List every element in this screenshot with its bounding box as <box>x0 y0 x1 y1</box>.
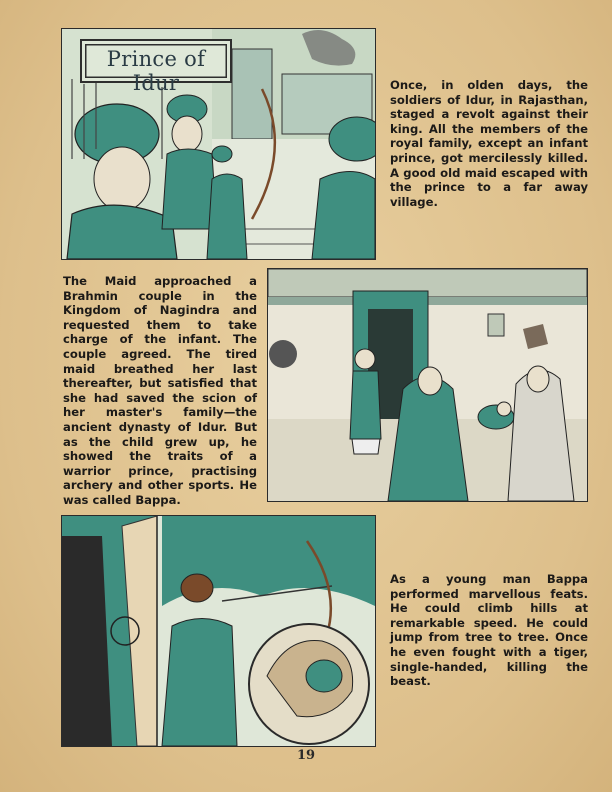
panel-maid-brahmin <box>267 268 588 502</box>
title-box <box>80 39 232 95</box>
panel-bappa-feats <box>61 515 376 747</box>
maid-brahmin-illustration <box>268 269 587 501</box>
caption-panel-3: As a young man Bappa performed marvellous feats. He could climb hills at remarkable speed. He could jump from tree to tree. Once he even fought with a tiger, single-handed, killing the beast. <box>390 572 588 689</box>
page-number: 19 <box>296 748 316 763</box>
caption-panel-2: The Maid approached a Brahmin couple in the Kingdom of Nagindra and requested them to take charge of the infant. The couple agreed. The tired maid breathed her last thereafter, but satisfied that she had saved the scion of her master's family—the ancient dynasty of Idur. But as the child grew up, he showed the traits of a warrior prince, practising archery and other sports. He was called Bappa. <box>63 274 257 507</box>
caption-panel-1: Once, in olden days, the soldiers of Idur, in Rajasthan, staged a revolt against their king. All the members of the royal family, except an infant prince, got mercilessly killed. A good old maid escaped with the prince to a far away village. <box>390 78 588 209</box>
panel-revolt <box>61 28 376 260</box>
bappa-feats-illustration <box>62 516 375 746</box>
story-title: Prince of Idur <box>106 47 206 95</box>
